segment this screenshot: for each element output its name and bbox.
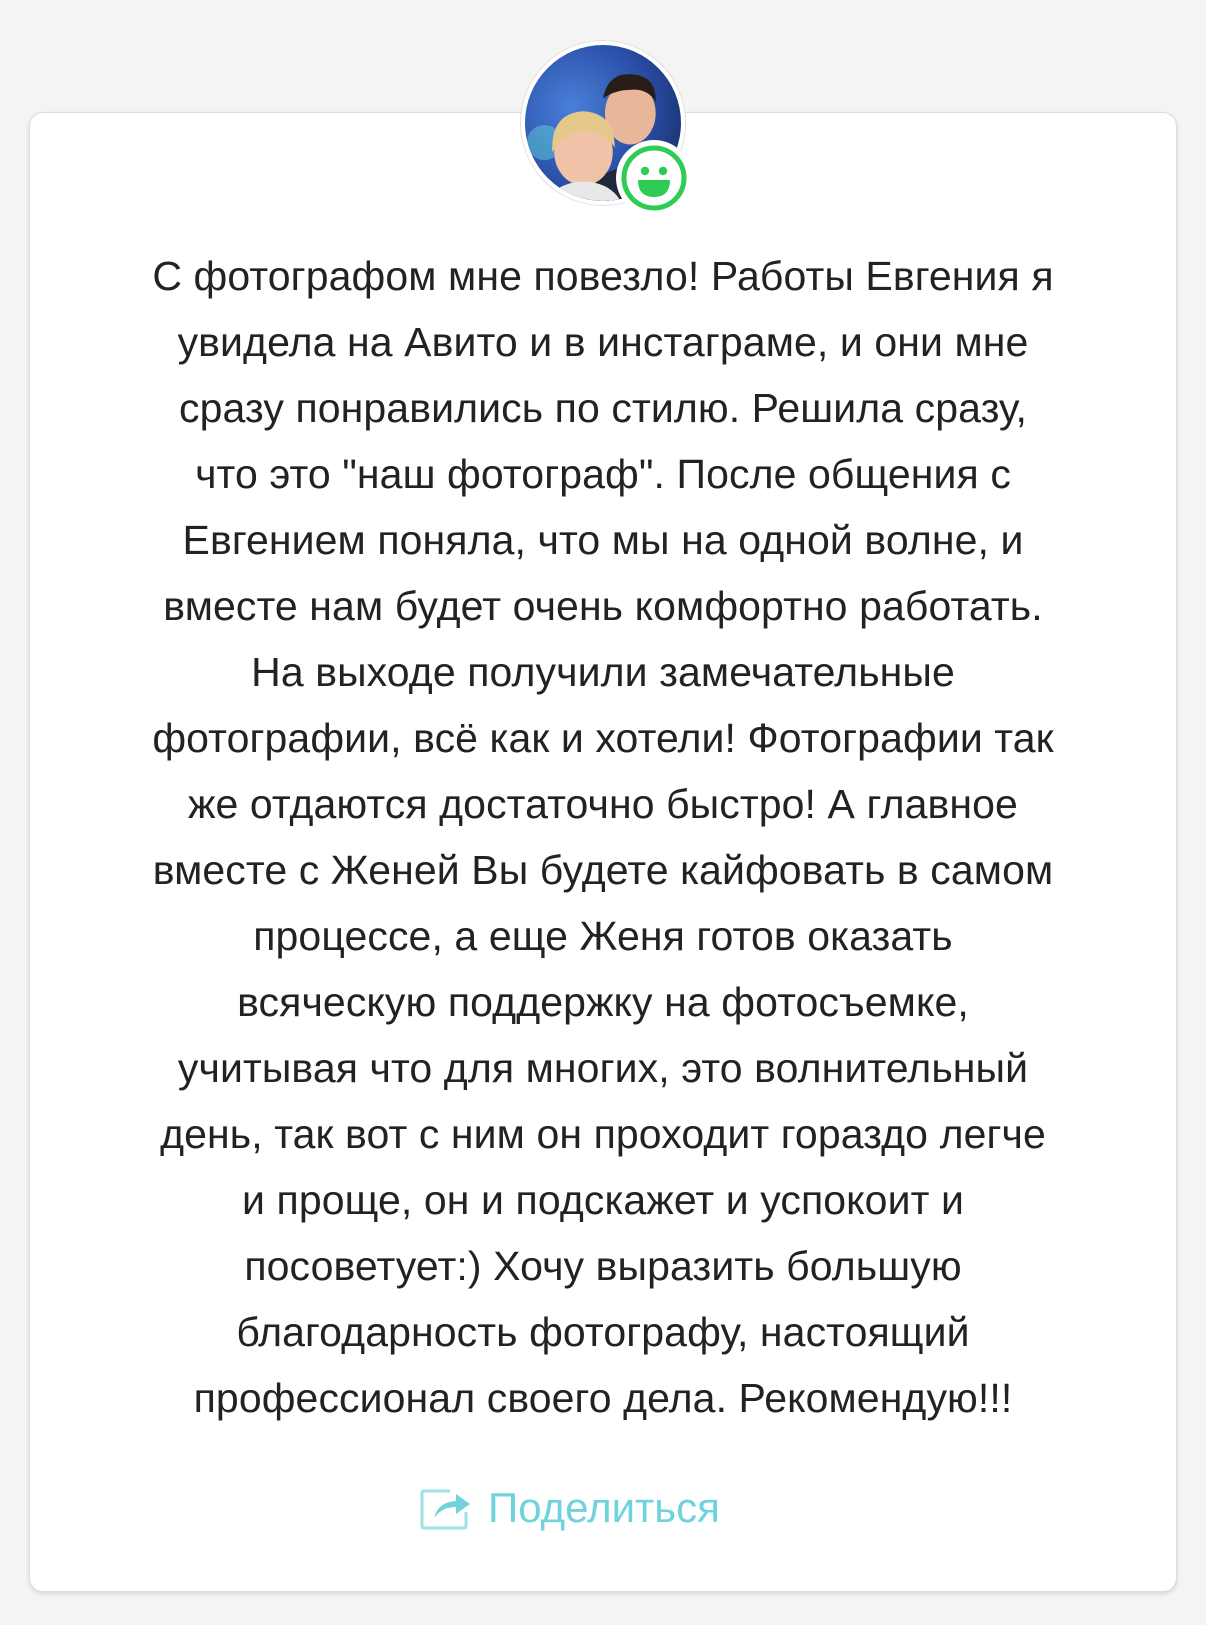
smiley-icon [621,145,687,211]
review-text: С фотографом мне повезло! Работы Евгения я увидела на Авито и в инстаграме, и они мне сразу понравились по стилю. Решила сразу, что это "наш фотограф". После общения с Евгением поняла, что мы на одной волне, и вместе нам будет очень комфортно работать. На выходе получили замечательные фотографии, всё как и хотели! Фотографии так же отдаются достаточно быстро! А главное вместе с Женей Вы будете кайфовать в самом процессе, а еще Женя готов оказать всяческую поддержку на фотосъемке, учитывая что для многих, это волнительный день, так вот с ним он проходит гораздо легче и проще, он и подскажет и успокоит и посоветует:) Хочу выразить большую благодарность фотографу, настоящий профессионал своего дела. Рекомендую!!! [152,253,1054,1421]
share-button[interactable] [420,1473,720,1543]
smiley-badge [616,140,692,216]
share-icon [420,1486,474,1530]
share-label: Поделиться [488,1484,720,1531]
